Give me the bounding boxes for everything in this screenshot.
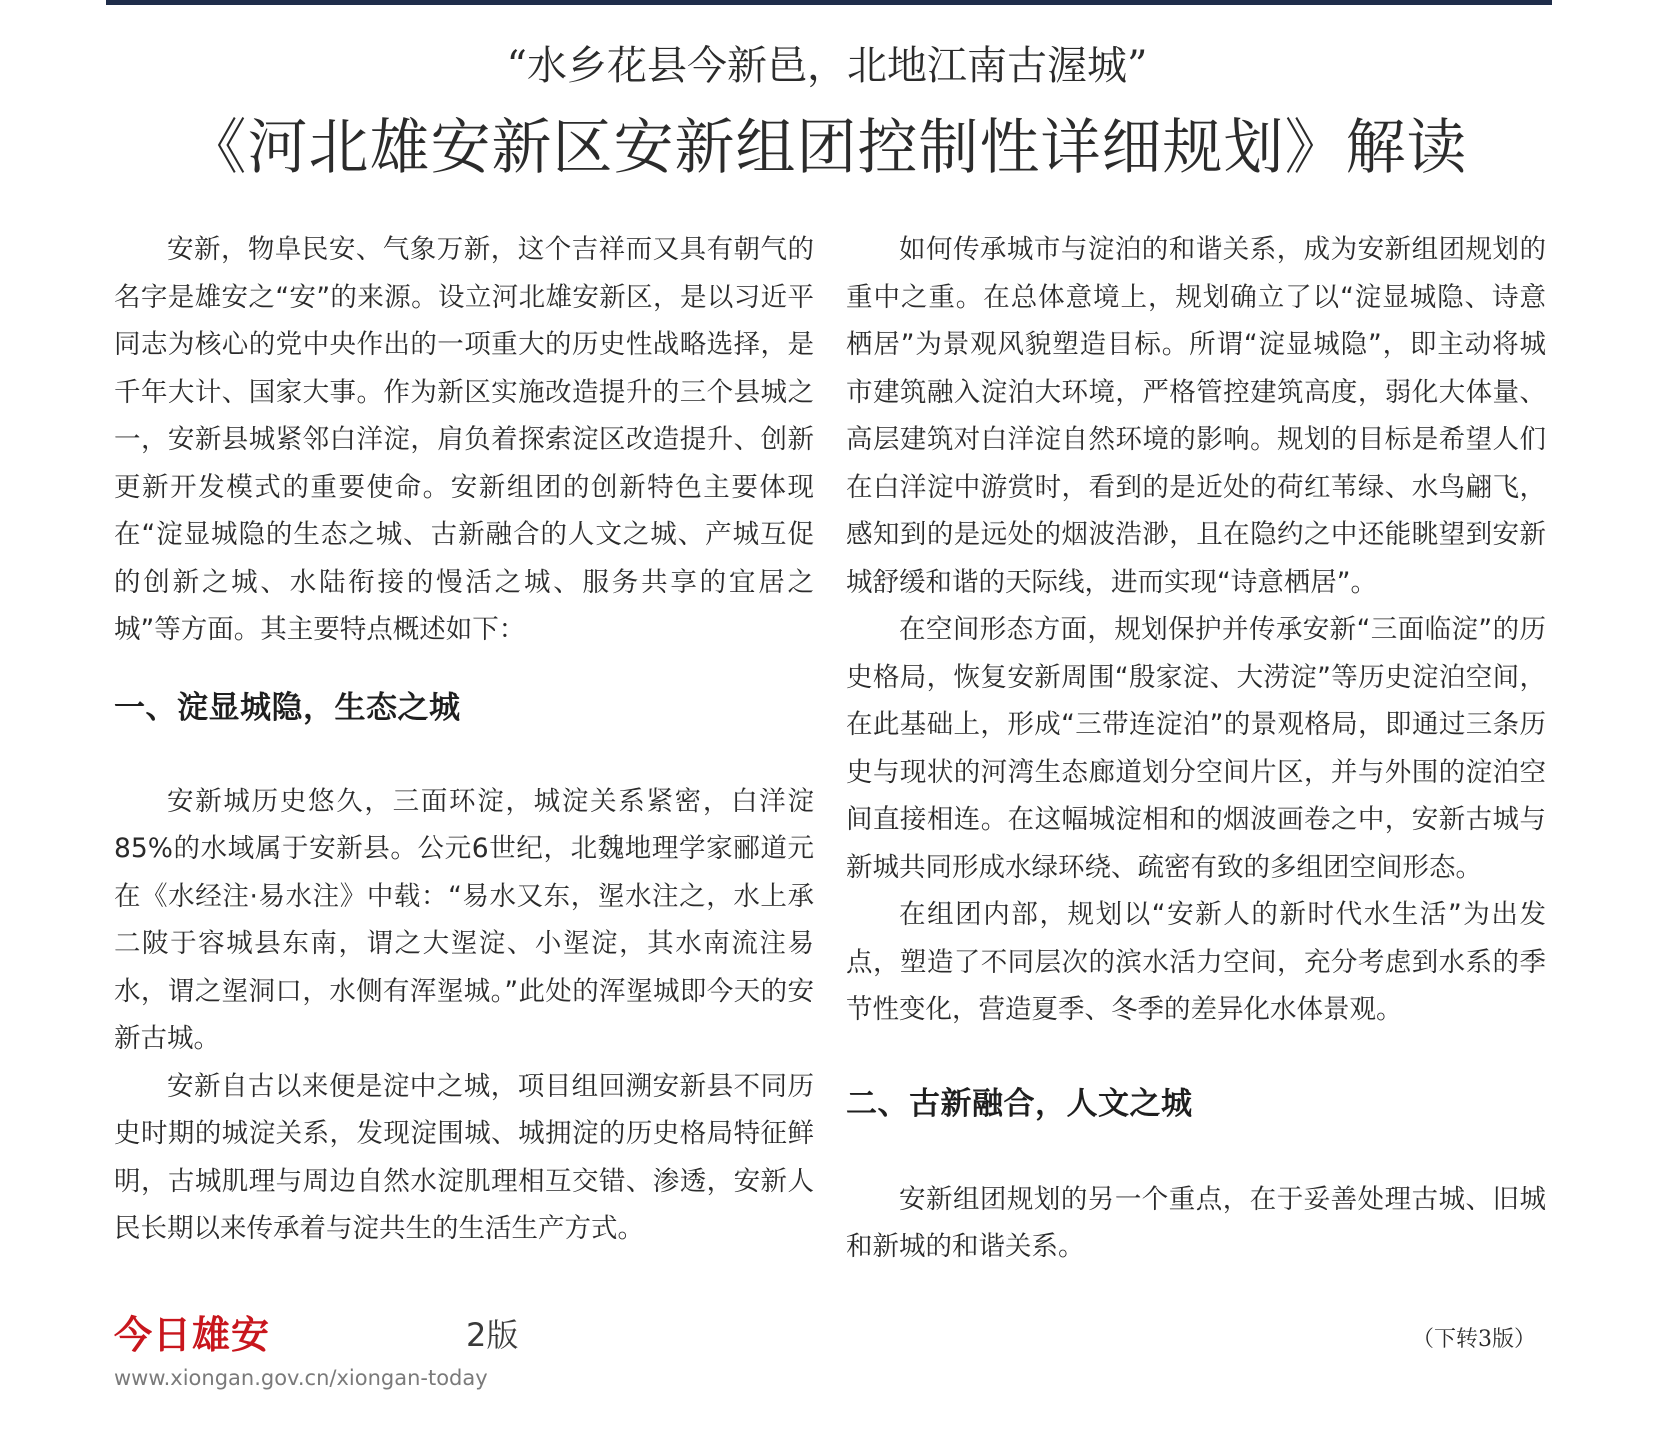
paragraph-intro: 安新，物阜民安、气象万新，这个吉祥而又具有朝气的名字是雄安之“安”的来源。设立河北雄安新区，是以习近平同志为核心的党中央作出的一项重大的历史性战略选择，是千年大计、国家大事。作为新区实施改造提升的三个县城之一，安新县城紧邻白洋淀，肩负着探索淀区改造提升、创新更新开发模式的重要使命。安新组团的创新特色主要体现在“淀显城隐的生态之城、古新融合的人文之城、产城互促的创新之城、水陆衔接的慢活之城、服务共享的宜居之城”等方面。其主要特点概述如下： — [114, 234, 814, 645]
right-column — [846, 226, 1546, 1271]
top-rule — [106, 0, 1552, 5]
paragraph-history: 安新城历史悠久，三面环淀，城淀关系紧密，白洋淀85%的水域属于安新县。公元6世纪，北魏地理学家郦道元在《水经注·易水注》中载：“易水又东，埿水注之，水上承二陂于容城县东南，谓之大埿淀、小埿淀，其水南流注易水，谓之埿洞口，水侧有浑埿城。”此处的浑埿城即今天的安新古城。 — [114, 785, 814, 1054]
page-number: 2版 — [466, 1316, 519, 1354]
paragraph-landscape-goal: 如何传承城市与淀泊的和谐关系，成为安新组团规划的重中之重。在总体意境上，规划确立了以“淀显城隐、诗意栖居”为景观风貌塑造目标。所谓“淀显城隐”，即主动将城市建筑融入淀泊大环境，严格管控建筑高度，弱化大体量、高层建筑对白洋淀自然环境的影响。规划的目标是希望人们在白洋淀中游赏时，看到的是近处的荷红苇绿、水鸟翩飞，感知到的是远处的烟波浩渺，且在隐约之中还能眺望到安新城舒缓和谐的天际线，进而实现“诗意栖居”。 — [846, 234, 1546, 598]
paragraph-old-new: 安新组团规划的另一个重点，在于妥善处理古城、旧城和新城的和谐关系。 — [846, 1183, 1546, 1262]
continued-on-page-note: （下转3版） — [1412, 1327, 1536, 1352]
article-title: 《河北雄安新区安新组团控制性详细规划》解读 — [186, 113, 1468, 183]
paragraph-waterfront: 在组团内部，规划以“安新人的新时代水生活”为出发点，塑造了不同层次的滨水活力空间，充分考虑到水系的季节性变化，营造夏季、冬季的差异化水体景观。 — [846, 899, 1546, 1025]
section-heading-2: 二、古新融合，人文之城 — [846, 1085, 1193, 1122]
paragraph-spatial-form: 在空间形态方面，规划保护并传承安新“三面临淀”的历史格局，恢复安新周围“殷家淀、大涝淀”等历史淀泊空间，在此基础上，形成“三带连淀泊”的景观格局，即通过三条历史与现状的河湾生态廊道划分空间片区，并与外围的淀泊空间直接相连。在这幅城淀相和的烟波画卷之中，安新古城与新城共同形成水绿环绕、疏密有致的多组团空间形态。 — [846, 614, 1546, 883]
left-column — [114, 226, 814, 1253]
paragraph-city-lake: 安新自古以来便是淀中之城，项目组回溯安新县不同历史时期的城淀关系，发现淀围城、城拥淀的历史格局特征鲜明，古城肌理与周边自然水淀肌理相互交错、渗透，安新人民长期以来传承着与淀共生的生活生产方式。 — [114, 1070, 814, 1244]
newspaper-logo: 今日雄安 — [114, 1312, 271, 1357]
footer-url[interactable]: www.xiongan.gov.cn/xiongan-today — [114, 1366, 488, 1390]
article-subtitle: “水乡花县今新邑，北地江南古渥城” — [506, 43, 1148, 89]
section-heading-1: 一、淀显城隐，生态之城 — [114, 689, 461, 726]
